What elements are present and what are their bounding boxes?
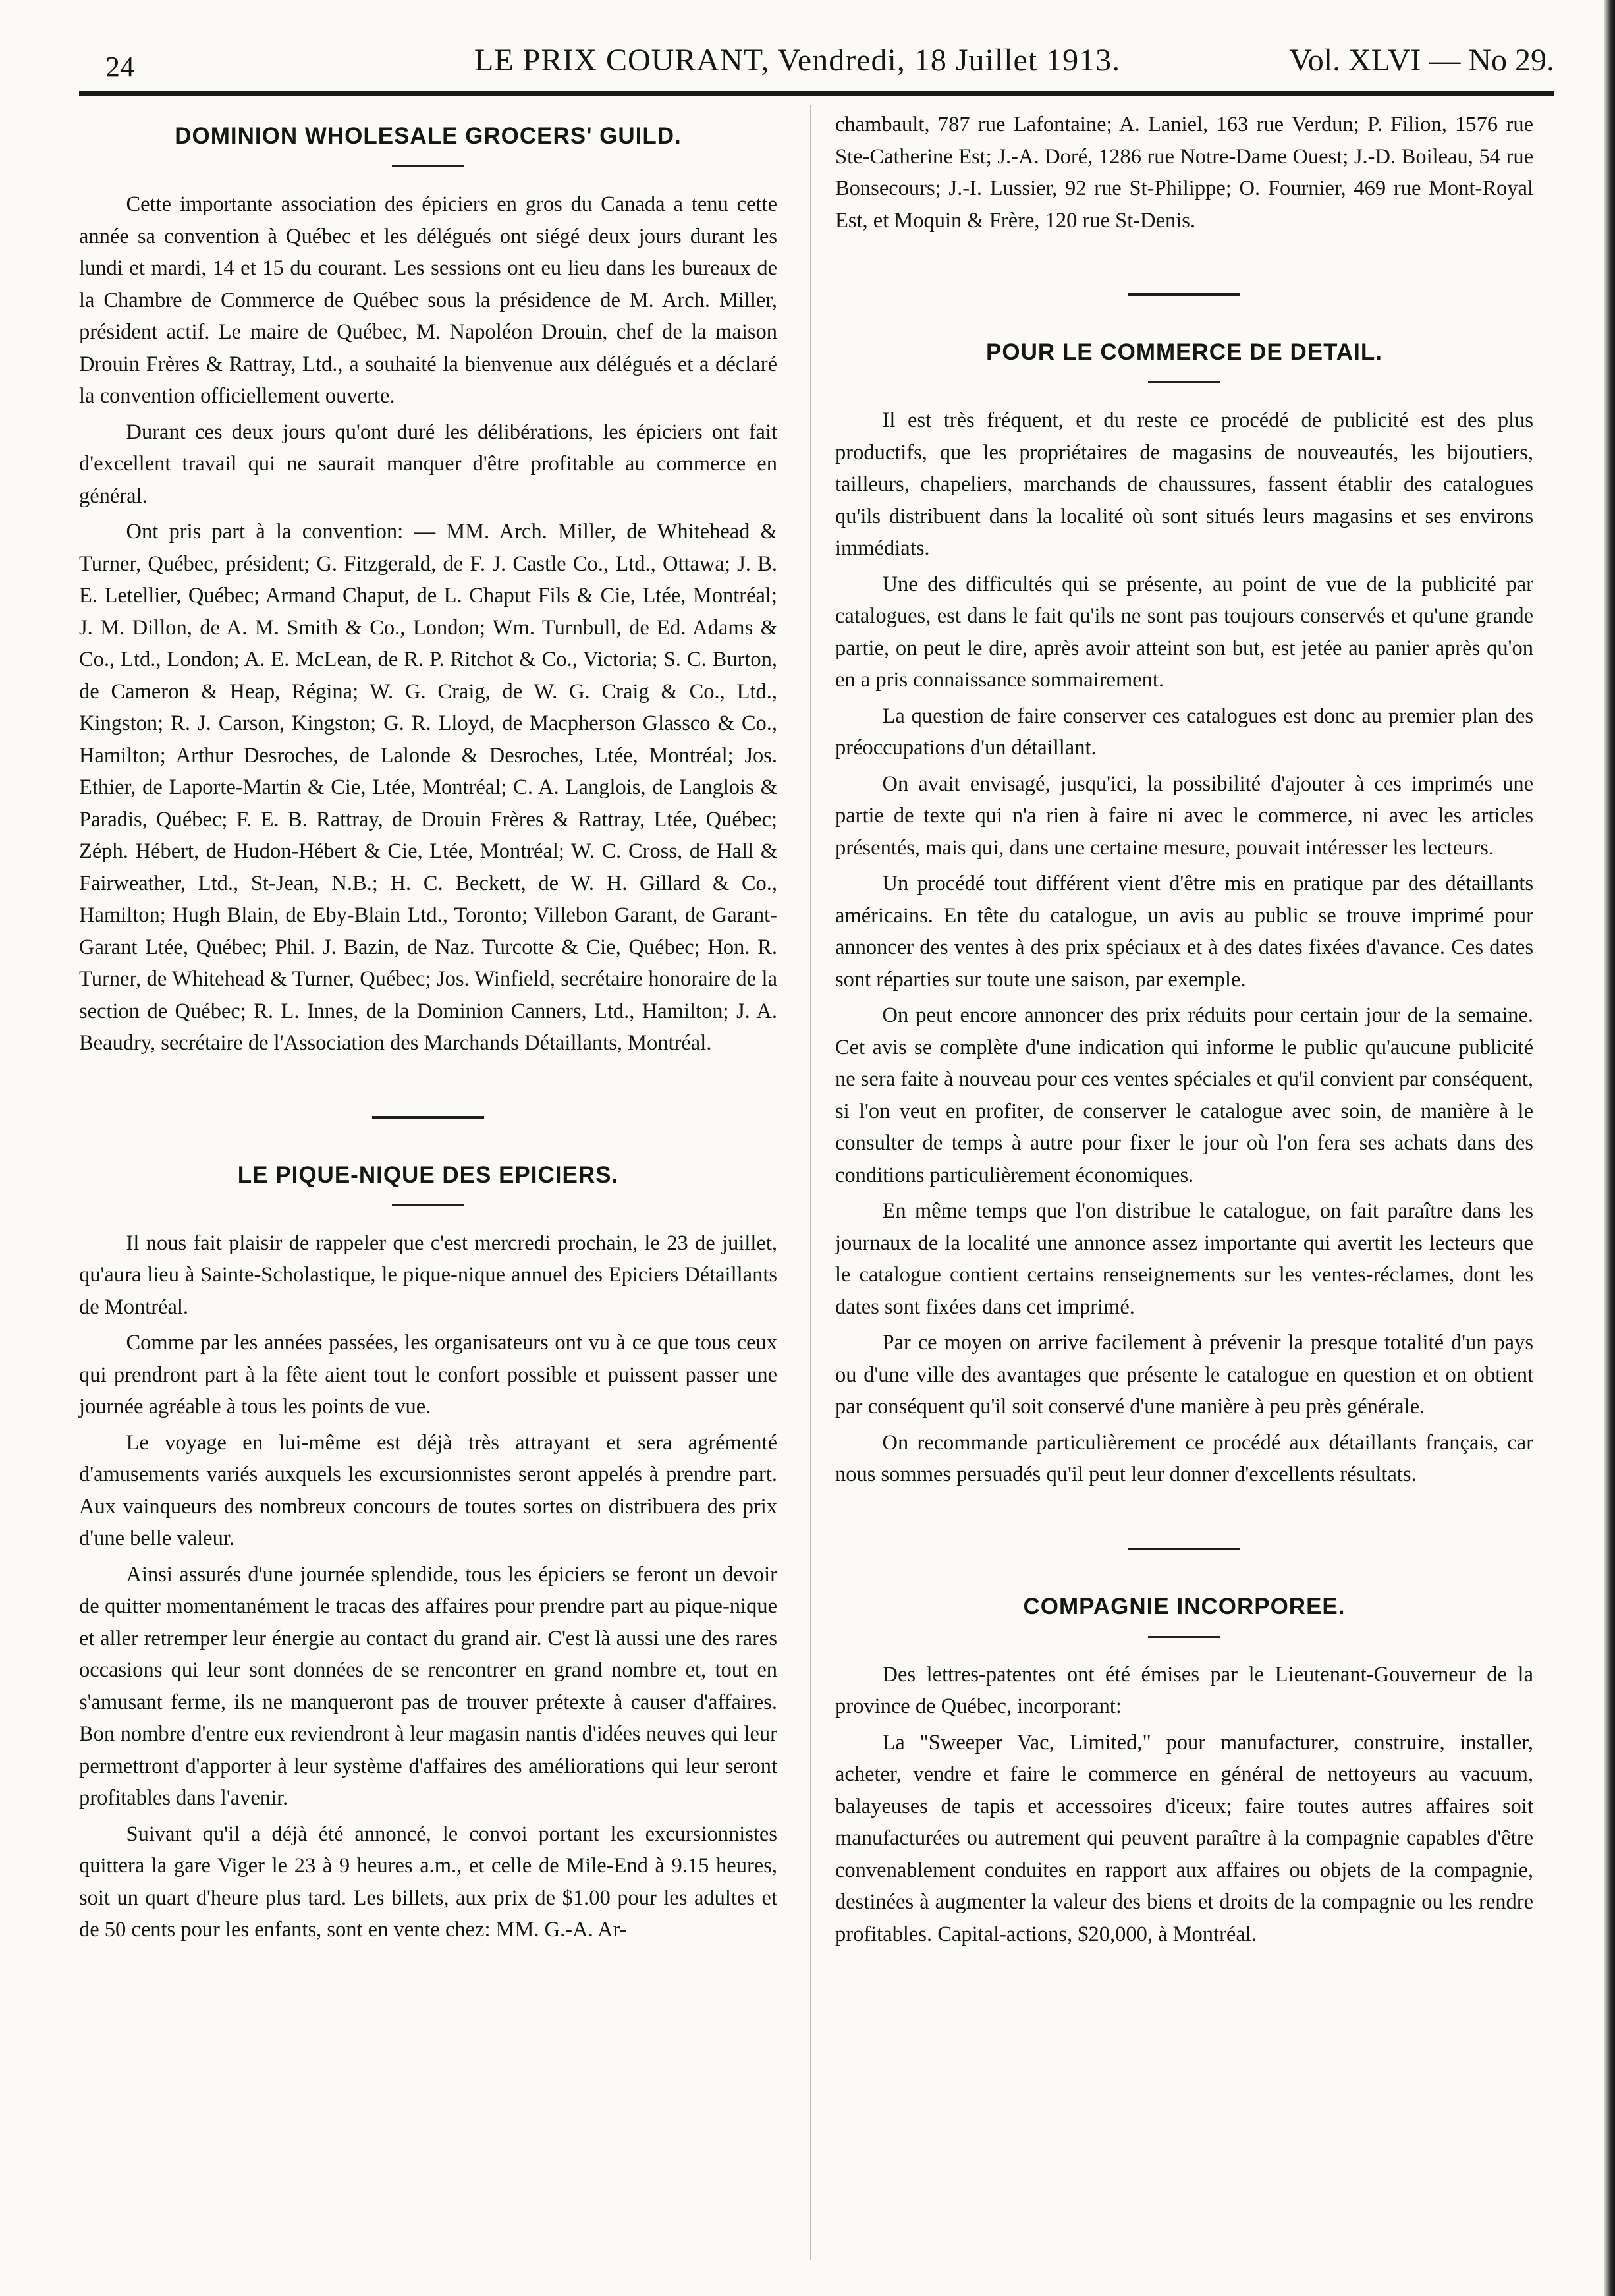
title-rule <box>392 165 464 167</box>
running-title: LE PRIX COURANT, Vendredi, 18 Juillet 1913. <box>474 43 1121 78</box>
article-paragraph: Ont pris part à la convention: — MM. Arch. Miller, de Whitehead & Turner, Québec, président; G. Fitzgerald, de F. J. Castle Co., Ltd., Ottawa; J. B. E. Letellier, Québec; Armand Chaput, de L. Chaput Fils & Cie, Ltée, Montréal; J. M. Dillon, de A. M. Smith & Co., London; Wm. Turnbull, de Ed. Adams & Co., Ltd., London; A. E. McLean, de R. P. Ritchot & Co., Victoria; S. C. Burton, de Cameron & Heap, Régina; W. G. Craig, de W. G. Craig & Co., Ltd., Kingston; R. J. Carson, Kingston; G. R. Lloyd, de Macpherson Glassco & Co., Hamilton; Arthur Desroches, de Lalonde & Desroches, Ltée, Montréal; Jos. Ethier, de Laporte-Martin & Cie, Ltée, Montréal; C. A. Langlois, de Langlois & Paradis, Québec; F. E. B. Rattray, de Drouin Frères & Rattray, Ltée, Québec; Zéph. Hébert, de Hudon-Hébert & Cie, Ltée, Montréal; W. C. Cross, de Hall & Fairweather, Ltd., St-Jean, N.B.; H. C. Beckett, de W. H. Gillard & Co., Hamilton; Hugh Blain, de Eby-Blain Ltd., Toronto; Villebon Garant, de Garant-Garant Ltée, Québec; Phil. J. Bazin, de Naz. Turcotte & Cie, Québec; Hon. R. Turner, de Whitehead & Turner, Québec; Jos. Winfield, secrétaire honoraire de la section de Québec; R. L. Innes, de la Dominion Canners, Ltd., Hamilton; J. A. Beaudry, secrétaire de l'Association des Marchands Détaillants, Montréal. <box>79 520 777 1055</box>
article-paragraph: On avait envisagé, jusqu'ici, la possibilité d'ajouter à ces imprimés une partie de texte qui n'a rien à faire ni avec le commerce, ni avec les articles présentés, mais qui, dans une certaine mesure, pouvait intéresser les lecteurs. <box>835 771 1533 860</box>
article-paragraph: Cette importante association des épiciers en gros du Canada a tenu cette année sa convention à Québec et les délégués ont siégé deux jours durant les lundi et mardi, 14 et 15 du courant. Les sessions ont eu lieu dans les bureaux de la Chambre de Commerce de Québec sous la présidence de M. Arch. Miller, président actif. Le maire de Québec, M. Napoléon Drouin, chef de la maison Drouin Frères & Rattray, Ltd., a souhaité la bienvenue aux délégués et a déclaré la convention officiellement ouverte. <box>79 192 777 408</box>
page-edge <box>1604 0 1615 2296</box>
header-rule <box>79 91 1554 96</box>
article-paragraph: Un procédé tout différent vient d'être mis en pratique par des détaillants américains. En tête du catalogue, un avis au public se trouve imprimé pour annoncer des ventes à des prix spéciaux et à des dates fixées d'avance. Ces dates sont réparties sur toute une saison, par exemple. <box>835 872 1533 992</box>
article-title: DOMINION WHOLESALE GROCERS' GUILD. <box>175 123 682 149</box>
running-header <box>79 34 1554 87</box>
article-title: COMPAGNIE INCORPOREE. <box>1023 1593 1346 1619</box>
article-separator <box>1128 293 1240 296</box>
article-separator <box>1128 1548 1240 1550</box>
article-paragraph: On peut encore annoncer des prix réduits pour certain jour de la semaine. Cet avis se complète d'une indication qui informe le public qu'aucune publicité ne sera faite à nouveau pour ces ventes spéciales et qu'il convient par conséquent, si l'on veut en profiter, de conserver le catalogue avec soin, de manière à le consulter de temps à autre pour fixer le jour où l'on fera ses achats dans des conditions particulièrement économiques. <box>835 1003 1533 1187</box>
article-paragraph: Il nous fait plaisir de rappeler que c'est mercredi prochain, le 23 de juillet, qu'aura lieu à Sainte-Scholastique, le pique-nique annuel des Epiciers Détaillants de Montréal. <box>79 1231 777 1319</box>
article-paragraph: Une des difficultés qui se présente, au point de vue de la publicité par catalogues, est dans le fait qu'ils ne sont pas toujours conservés et qu'une grande partie, on peut le dire, après avoir atteint son but, est jetée au panier après qu'on en a pris connaissance sommairement. <box>835 572 1533 692</box>
article-dominion-grocers <box>79 119 777 1059</box>
article-title: LE PIQUE-NIQUE DES EPICIERS. <box>237 1162 619 1188</box>
page-number: 24 <box>105 51 134 83</box>
article-paragraph: Il est très fréquent, et du reste ce procédé de publicité est des plus productifs, que les propriétaires de magasins de nouveautés, les bijoutiers, tailleurs, chapeliers, marchands de chaussures, fassent établir des catalogues qu'ils distribuent dans la localité où sont situés leurs magasins et ses environs immédiats. <box>835 408 1533 560</box>
article-paragraph: On recommande particulièrement ce procédé aux détaillants français, car nous sommes persuadés qu'il peut leur donner d'excellents résultats. <box>835 1430 1533 1486</box>
article-title: POUR LE COMMERCE DE DETAIL. <box>986 339 1382 365</box>
title-rule <box>1148 1636 1220 1638</box>
article-paragraph: Par ce moyen on arrive facilement à prévenir la presque totalité d'un pays ou d'une ville des avantages que présente le catalogue en question et on obtient par conséquent qu'il soit conservé d'une manière à peu près générale. <box>835 1331 1533 1418</box>
article-compagnie-incorporee <box>835 1590 1533 1951</box>
right-column <box>835 109 1533 2256</box>
article-paragraph: Suivant qu'il a déjà été annoncé, le convoi portant les excursionnistes quittera la gare Viger le 23 à 9 heures a.m., et celle de Mile-End à 9.15 heures, soit un quart d'heure plus tard. Les billets, aux prix de $1.00 pour les adultes et de 50 cents pour les enfants, sont en vente chez: MM. G.-A. Ar- <box>79 1822 777 1942</box>
article-paragraph: Ainsi assurés d'une journée splendide, tous les épiciers se feront un devoir de quitter momentanément le tracas des affaires pour prendre part au pique-nique et aller retremper leur énergie au contact du grand air. C'est là aussi une des rares occasions qui leur sont données de se rencontrer en grand nombre et, tout en s'amusant ferme, ils ne manqueront pas de trouver prétexte à causer d'affaires. Bon nombre d'entre eux reviendront à leur magasin nantis d'idées neuves qui leur permettront d'apporter à leur système d'affaires des améliorations qui leur seront profitables dans l'avenir. <box>79 1562 777 1810</box>
article-paragraph: En même temps que l'on distribue le catalogue, on fait paraître dans les journaux de la localité une annonce assez importante qui avertit les lecteurs que le catalogue contient certains renseignements sur les ventes-réclames, dont les dates sont fixées dans cet imprimé. <box>835 1199 1533 1319</box>
left-column <box>79 109 777 2256</box>
article-paragraph: Le voyage en lui-même est déjà très attrayant et sera agrémenté d'amusements variés auxquels les excursionnistes seront appelés à prendre part. Aux vainqueurs des nombreux concours de toutes sortes on distribuera des prix d'une belle valeur. <box>79 1430 777 1550</box>
title-rule <box>392 1204 464 1206</box>
title-rule <box>1148 381 1220 383</box>
article-paragraph: Des lettres-patentes ont été émises par le Lieutenant-Gouverneur de la province de Québec, incorporant: <box>835 1662 1533 1718</box>
article-paragraph: Durant ces deux jours qu'ont duré les délibérations, les épiciers ont fait d'excellent travail qui ne saurait manquer d'être profitable au commerce en général. <box>79 420 777 508</box>
article-paragraph: Comme par les années passées, les organisateurs ont vu à ce que tous ceux qui prendront part à la fête aient tout le confort possible et puissent passer une journée agréable à tous les points de vue. <box>79 1331 777 1418</box>
article-commerce-detail <box>835 335 1533 1491</box>
article-pique-nique <box>79 1158 777 1946</box>
volume-number: Vol. XLVI — No 29. <box>1289 43 1554 78</box>
article-separator <box>372 1116 484 1119</box>
article-paragraph: La question de faire conserver ces catalogues est donc au premier plan des préoccupations d'un détaillant. <box>835 704 1533 760</box>
column-divider <box>810 105 811 2260</box>
continued-paragraph: chambault, 787 rue Lafontaine; A. Laniel, 163 rue Verdun; P. Filion, 1576 rue Ste-Catherine Est; J.-A. Doré, 1286 rue Notre-Dame Ouest; J.-D. Boileau, 54 rue Bonsecours; J.-I. Lussier, 92 rue St-Philippe; O. Fournier, 469 rue Mont-Royal Est, et Moquin & Frère, 120 rue St-Denis. <box>835 113 1533 233</box>
article-paragraph: La "Sweeper Vac, Limited," pour manufacturer, construire, installer, acheter, vendre et faire le commerce en général de nettoyeurs au vacuum, balayeuses de tapis et accessoires d'iceux; faire toutes autres affaires soit manufacturées ou autrement qui peuvent paraître à la compagnie capables d'être convenablement conduites en rapport aux affaires ou objets de la compagnie, destinées à augmenter la valeur des biens et droits de la compagnie ou les rendre profitables. Capital-actions, $20,000, à Montréal. <box>835 1730 1533 1946</box>
